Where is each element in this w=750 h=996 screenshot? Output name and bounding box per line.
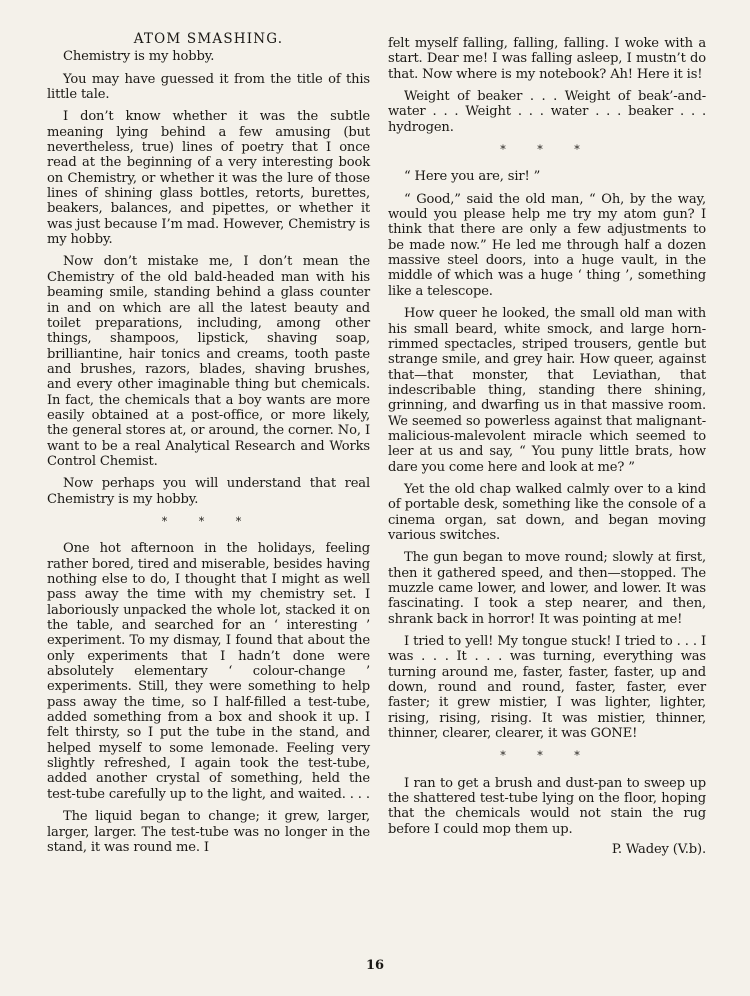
paragraph: Chemistry is my hobby. [63,49,215,65]
paragraph: I don’t know whether it was the subtle meaning lying behind a few amusing (but nevertheless, true) lines of poetry that I once read at the beginning of a very interesting book on Chemistry, or whether it was the lure of those lines of shining glass bottles, retorts, burettes, beakers, balances, and pipettes, or whether it was just because I’m mad. However, Chemistry is my hobby. [47,109,370,248]
story-title: ATOM SMASHING. [133,31,284,47]
paragraph: “ Here you are, sir! ” [404,169,541,185]
paragraph: Weight of beaker . . . Weight of beak’-and-water . . . Weight . . . water . . . beaker . . . hydrogen. [388,89,706,135]
right-column [388,36,706,858]
paragraph: Yet the old chap walked calmly over to a kind of portable desk, something like the console of a cinema organ, sat down, and began moving various switches. [388,481,706,543]
left-column [47,32,370,862]
paragraph: I tried to yell! My tongue stuck! I tried to . . . I was . . . It . . . was turning, everything was turning around me, faster, faster, faster, up and down, round and round, faster, faster, ever faster; it grew mistier, I was lighter, lighter, rising, rising, rising. It was mistier, thinner, thinner, clearer, clearer, it was GONE! [388,634,706,742]
paragraph: One hot afternoon in the holidays, feeling rather bored, tired and miserable, besides having nothing else to do, I thought that I might as well pass away the time with my chemistry set. I laboriously unpacked the whole lot, stacked it on the table, and searched for an ‘ interesting ’ experiment. To my dismay, I found that about the only experiments that I hadn’t done were absolutely elementary ‘ colour-change ’ experiments. Still, they were something to help pass away the time, so I half-filled a test-tube, added something from a box and shook it up. I felt thirsty, so I put the tube in the stand, and helped myself to some lemonade. Feeling very slightly refreshed, I again took the test-tube, added another crystal of something, held the test-tube carefully up to the light, and waited. . . . [47,541,370,802]
paragraph: The liquid began to change; it grew, larger, larger, larger. The test-tube was no longer in the stand, it was round me. I [47,809,370,855]
section-divider: * * * [161,514,256,528]
section-divider: * * * [500,749,594,763]
paragraph: You may have guessed it from the title of this little tale. [47,71,370,103]
paragraph: Now don’t mistake me, I don’t mean the Chemistry of the old bald-headed man with his beaming smile, standing behind a glass counter in and on which are all the latest beauty and toilet preparations, including, among other things, shampoos, lipstick, shaving soap, brilliantine, hair tonics and creams, tooth paste and brushes, razors, blades, shaving brushes, and every other imaginable thing but chemicals. In fact, the chemicals that a boy wants are more easily obtained at a post-office, or more likely, the general stores at, or around, the corner. No, I want to be a real Analytical Research and Works Control Chemist. [47,254,370,469]
paragraph: felt myself falling, falling, falling. I woke with a start. Dear me! I was falling asleep, I mustn’t do that. Now where is my notebook? Ah! Here it is! [388,36,706,82]
paragraph: The gun began to move round; slowly at first, then it gathered speed, and then—stopped. The muzzle came lower, and lower, and lower. It was fascinating. I took a step nearer, and then, shrank back in horror! It was pointing at me! [388,550,706,627]
author-signature: P. Wadey (V.b). [611,842,706,858]
paragraph: I ran to get a brush and dust-pan to sweep up the shattered test-tube lying on the floor, hoping that the chemicals would not stain the rug before I could mop them up. [388,775,706,837]
page-number: 16 [365,958,385,973]
section-divider: * * * [500,143,594,157]
paragraph: Now perhaps you will understand that real Chemistry is my hobby. [47,476,370,507]
paragraph: “ Good,” said the old man, “ Oh, by the way, would you please help me try my atom gun? I think that there are only a few adjustments to be made now.” He led me through half a dozen massive steel doors, into a huge vault, in the middle of which was a huge ‘ thing ’, something like a telescope. [388,191,706,299]
paragraph: How queer he looked, the small old man with his small beard, white smock, and large horn-rimmed spectacles, striped trousers, gentle but strange smile, and grey hair. How queer, against that—that monster, that Leviathan, that indescribable thing, standing there shining, grinning, and dwarfing us in that massive room. We seemed so powerless against that malignant-malicious-malevolent miracle which seemed to leer at us and say, “ You puny little brats, how dare you come here and look at me? ” [388,306,706,475]
